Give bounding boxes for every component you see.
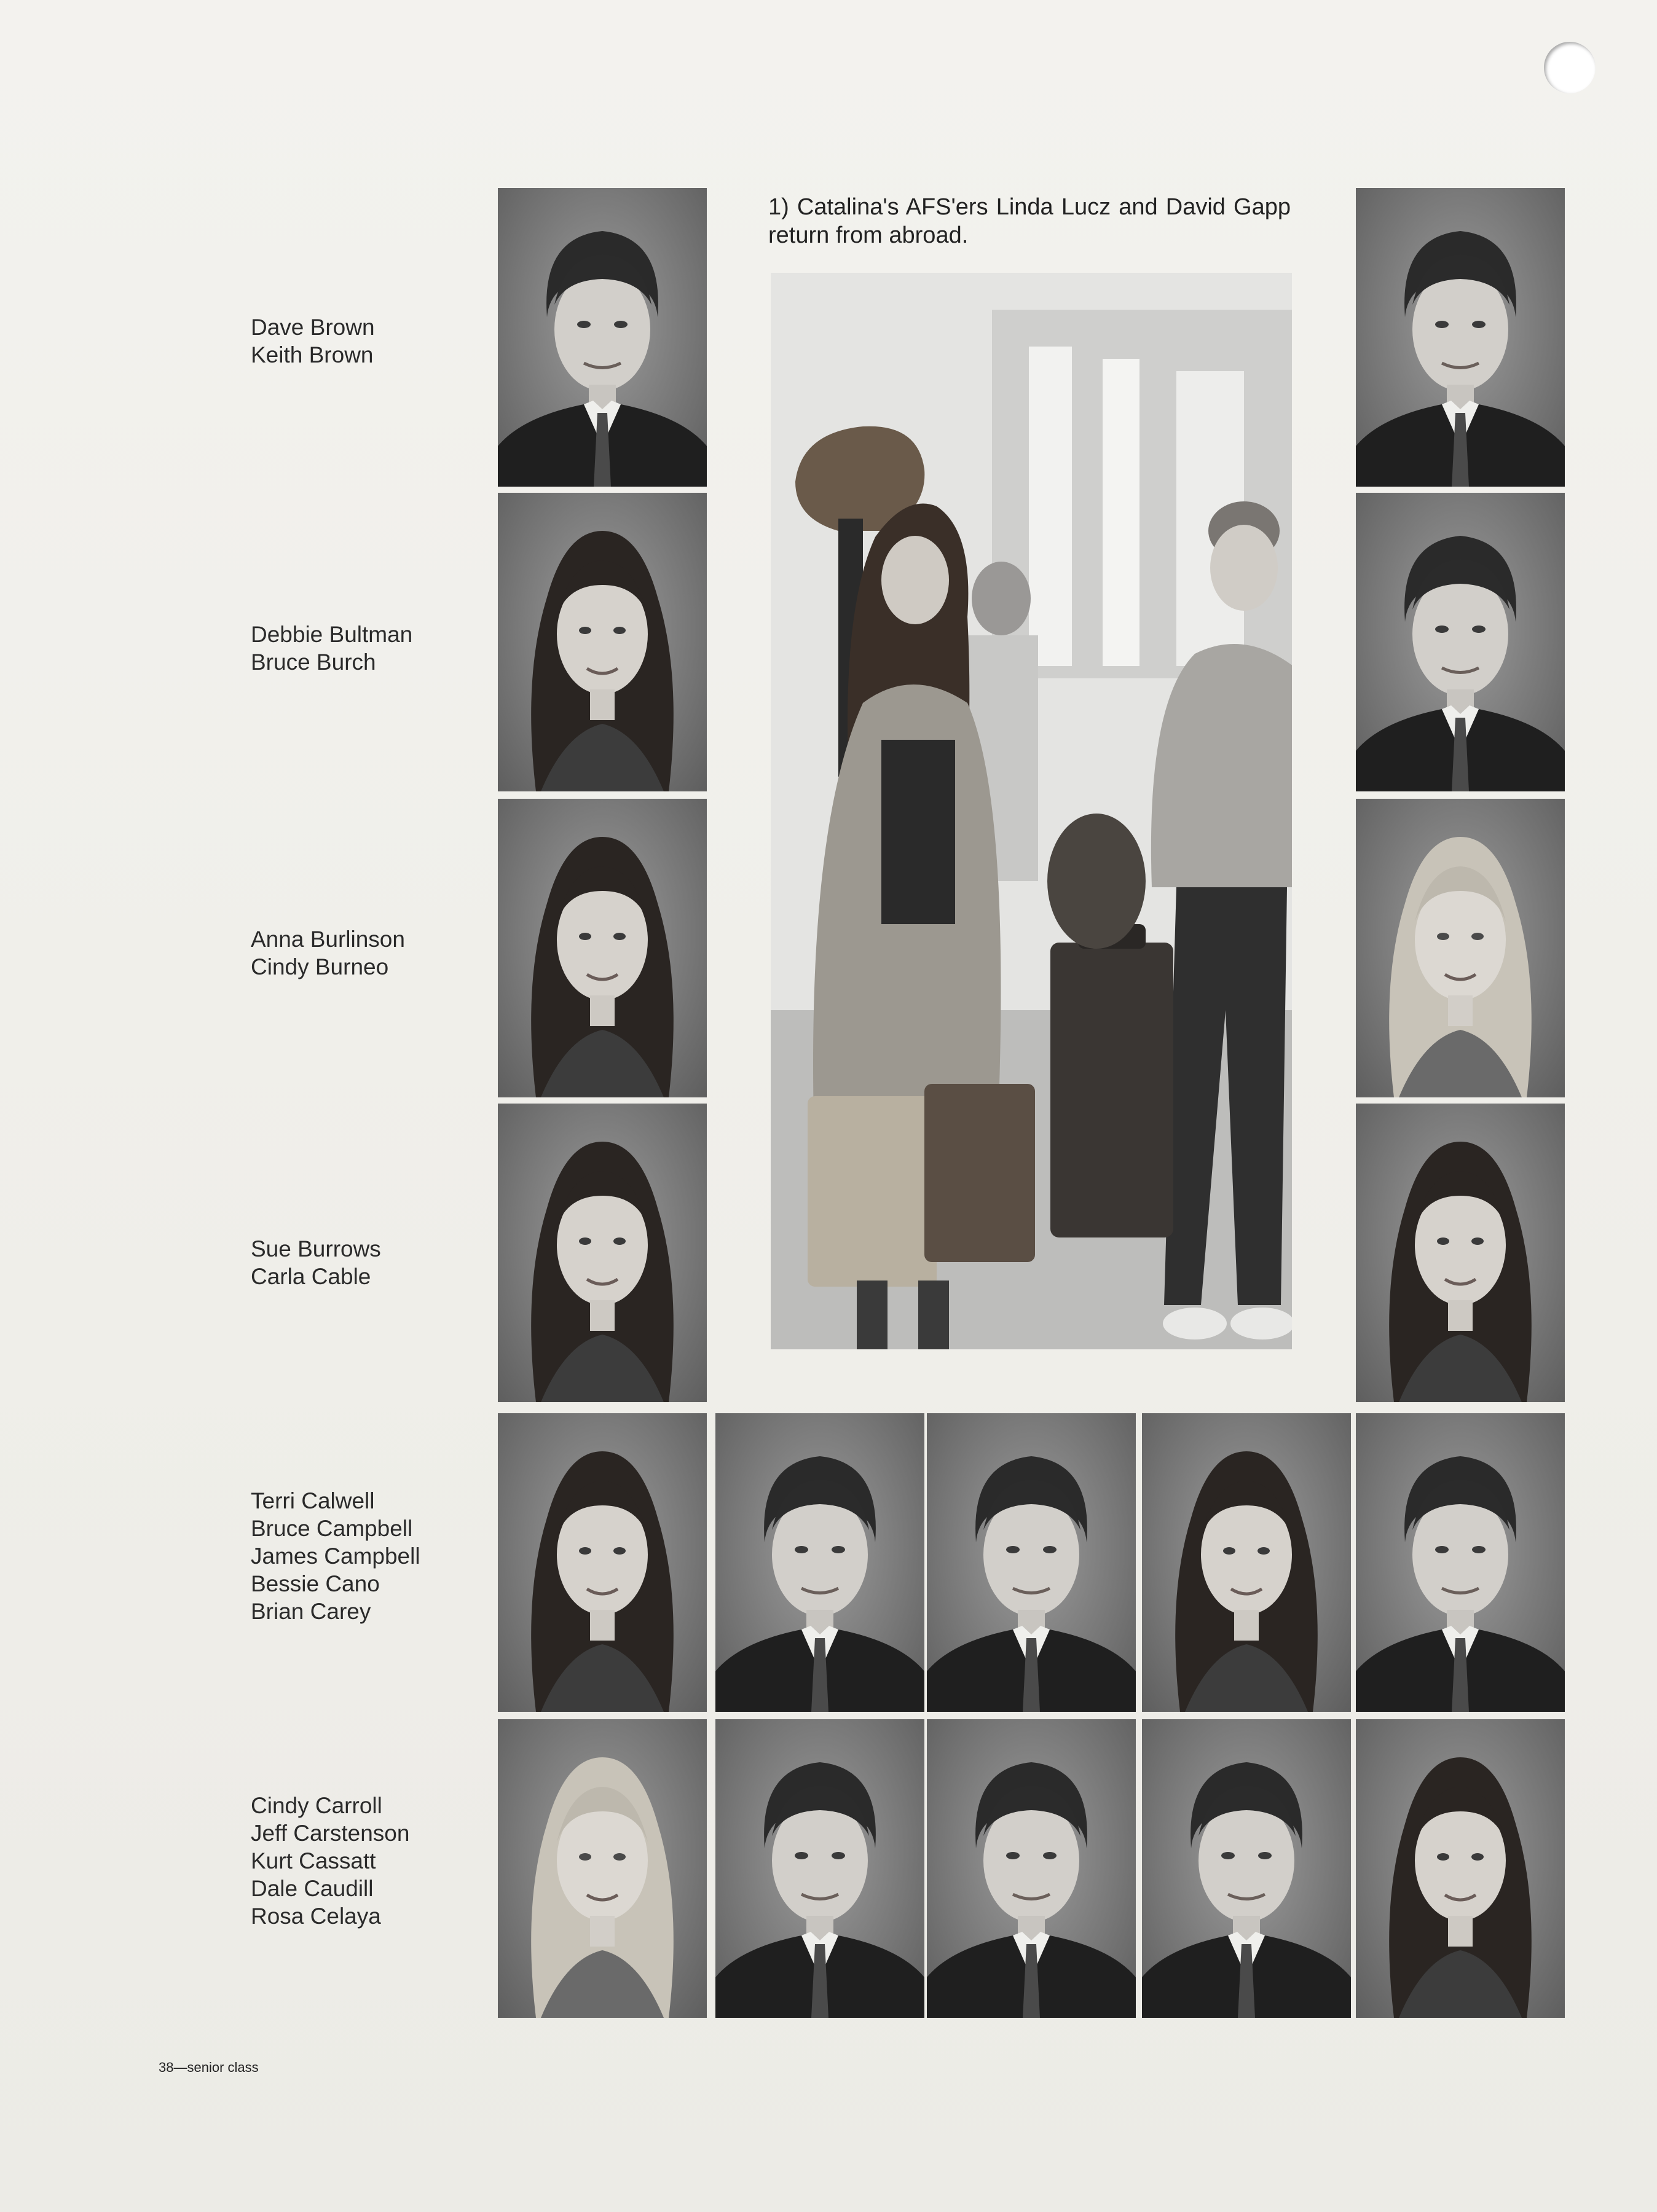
name-group-3	[251, 925, 405, 981]
name-group-4	[251, 1235, 381, 1290]
student-name: Jeff Carstenson	[251, 1821, 410, 1846]
portrait-photo	[1356, 188, 1565, 487]
student-name: Cindy Carroll	[251, 1793, 382, 1818]
portrait-photo	[1142, 1413, 1351, 1712]
page-footer: 38—senior class	[159, 2060, 259, 2075]
name-group-2	[251, 621, 412, 676]
portrait-photo	[1356, 1104, 1565, 1402]
student-name: Dave Brown	[251, 315, 375, 340]
student-name: Bruce Campbell	[251, 1516, 413, 1541]
portrait-photo	[1356, 799, 1565, 1097]
student-name: Debbie Bultman	[251, 622, 413, 647]
student-name: Rosa Celaya	[251, 1904, 381, 1929]
portrait-photo	[498, 188, 707, 487]
photo-caption: 1) Catalina's AFS'ers Linda Lucz and David Gapp return from abroad.	[768, 194, 1291, 248]
student-name: Bessie Cano	[251, 1571, 380, 1596]
portrait-photo	[1356, 1719, 1565, 2018]
portrait-photo	[1356, 1413, 1565, 1712]
student-name: James Campbell	[251, 1543, 420, 1569]
student-name: Sue Burrows	[251, 1236, 381, 1261]
student-name: Terri Calwell	[251, 1488, 375, 1513]
portrait-photo	[715, 1719, 924, 2018]
student-name: Brian Carey	[251, 1599, 371, 1624]
airport-arrival-photo	[771, 273, 1292, 1349]
portrait-photo	[1142, 1719, 1351, 2018]
student-name: Kurt Cassatt	[251, 1848, 376, 1873]
portrait-photo	[927, 1719, 1136, 2018]
student-name: Cindy Burneo	[251, 954, 389, 979]
portrait-photo	[498, 799, 707, 1097]
portrait-photo	[498, 1104, 707, 1402]
portrait-photo	[1356, 493, 1565, 791]
binder-hole	[1544, 42, 1596, 93]
student-name: Bruce Burch	[251, 649, 376, 675]
portrait-photo	[498, 1413, 707, 1712]
name-group-1	[251, 313, 375, 369]
student-name: Anna Burlinson	[251, 927, 405, 952]
student-name: Keith Brown	[251, 342, 374, 367]
portrait-photo	[715, 1413, 924, 1712]
name-group-5	[251, 1487, 420, 1625]
portrait-photo	[927, 1413, 1136, 1712]
student-name: Dale Caudill	[251, 1876, 374, 1901]
student-name: Carla Cable	[251, 1264, 371, 1289]
portrait-photo	[498, 1719, 707, 2018]
portrait-photo	[498, 493, 707, 791]
name-group-6	[251, 1792, 409, 1930]
